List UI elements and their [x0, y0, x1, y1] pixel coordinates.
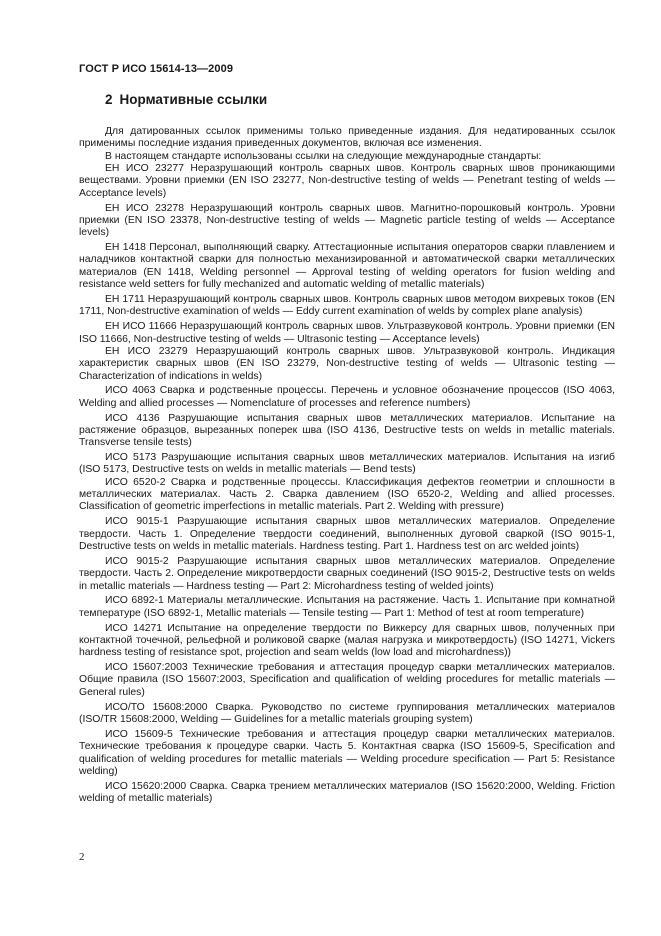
reference-item: ИСО 4063 Сварка и родственные процессы. Перечень и условное обозначение процессов (ISO 4063, Welding and allied processes — Nomenclature of processes and reference numbers): [79, 385, 615, 409]
reference-item: ИСО 15609-5 Технические требования и аттестация процедур сварки металлических материалов. Технические требования к процедуре сварки. Часть 5. Контактная сварка (ISO 15609-5, Specification and qualification of welding procedures for metallic materials — Welding procedure specification — Part 5: Resistance welding): [79, 728, 615, 777]
page-number: 2: [79, 851, 85, 863]
reference-item: ИСО 9015-1 Разрушающие испытания сварных швов металлических материалов. Определение твердости. Часть 1. Определение твердости соединений, выполненных дуговой сваркой (ISO 9015-1, Destructive tests on welds in metallic materials. Hardness testing. Part 1. Hardness test on arc welded joints): [79, 516, 615, 552]
reference-item: ИСО 15620:2000 Сварка. Сварка трением металлических материалов (ISO 15620:2000, Welding. Friction welding of metallic materials): [79, 780, 615, 805]
reference-item: ЕН 1711 Неразрушающий контроль сварных швов. Контроль сварных швов методом вихревых токов (EN 1711, Non-destructive examination of welds — Eddy current examination of welds by complex plane analysis): [79, 293, 615, 318]
reference-item: ЕН ИСО 23277 Неразрушающий контроль сварных швов. Контроль сварных швов проникающими веществами. Уровни приемки (EN ISO 23277, Non-destructive testing of welds — Penetrant testing of welds — Acceptance levels): [79, 163, 615, 199]
section-number: 2: [105, 92, 113, 107]
reference-item: ИСО 9015-2 Разрушающие испытания сварных швов металлических материалов. Определение твердости. Часть 2. Определение микротвердости сварных соединений (ISO 9015-2, Destructive tests on welds in metallic materials — Hardness testing — Part 2: Microhardness testing of welded joints): [79, 555, 615, 592]
reference-item: ИСО 15607:2003 Технические требования и аттестация процедур сварки металлических материалов. Общие правила (ISO 15607:2003, Specification and qualification of welding procedures for metallic materials — General rules): [79, 662, 615, 698]
reference-item: ЕН ИСО 23279 Неразрушающий контроль сварных швов. Ультразвуковой контроль. Индикация характеристик сварных швов (EN ISO 23279, Non-destructive testing of welds — Ultrasonic testing — Characterization of indications in welds): [79, 345, 615, 382]
section-title: Нормативные ссылки: [119, 92, 268, 107]
reference-item: ИСО/ТО 15608:2000 Сварка. Руководство по системе группирования металлических материалов (ISO/TR 15608:2000, Welding — Guidelines for a metallic materials grouping system): [79, 701, 615, 725]
document-header: ГОСТ Р ИСО 15614-13—2009: [79, 63, 234, 75]
reference-item: ИСО 5173 Разрушающие испытания сварных швов металлических материалов. Испытания на изгиб (ISO 5173, Destructive tests on welds in metallic materials — Bend tests): [79, 452, 615, 476]
intro-paragraph: Для датированных ссылок применимы только приведенные издания. Для недатированных ссылок применимы последние издания приведенных документов, включая все изменения.: [79, 126, 615, 150]
section-heading: [105, 92, 267, 107]
reference-item: ИСО 14271 Испытание на определение твердости по Виккерсу для сварных швов, полученных при контактной точечной, рельефной и роликовой сварке (малая нагрузка и микротвердость) (ISO 14271, Vickers hardness testing of resistance spot, projection and seam welds (low load and microhardness)): [79, 622, 615, 659]
reference-item: ИСО 6892-1 Материалы металлические. Испытания на растяжение. Часть 1. Испытание при комнатной температуре (ISO 6892-1, Metallic materials — Tensile testing — Part 1: Method of test at room temperature): [79, 595, 615, 619]
intro-paragraph: В настоящем стандарте использованы ссылки на следующие международные стандарты:: [105, 150, 542, 162]
reference-item: ЕН ИСО 23278 Неразрушающий контроль сварных швов. Магнитно-порошковый контроль. Уровни приемки (EN ISO 23378, Non-destructive testing of welds — Magnetic particle testing of welds — Acceptance levels): [79, 202, 615, 239]
reference-item: ЕН ИСО 11666 Неразрушающий контроль сварных швов. Ультразвуковой контроль. Уровни приемки (EN ISO 11666, Non-destructive testing of welds — Ultrasonic testing — Acceptance levels): [79, 321, 615, 345]
reference-item: ЕН 1418 Персонал, выполняющий сварку. Аттестационные испытания операторов сварки плавлением и наладчиков контактной сварки для полностью механизированной и автоматической сварки металлических материалов (EN 1418, Welding personnel — Approval testing of welding operators for fusion welding and resistance weld setters for fully mechanized and automatic welding of metallic materials): [79, 242, 615, 291]
references-body: [79, 126, 615, 805]
reference-item: ИСО 6520-2 Сварка и родственные процессы. Классификация дефектов геометрии и сплошности в металлических материалах. Часть 2. Сварка давлением (ISO 6520-2, Welding and allied processes. Classification of geometric imperfections in metallic materials. Part 2. Welding with pressure): [79, 476, 615, 513]
reference-item: ИСО 4136 Разрушающие испытания сварных швов металлических материалов. Испытание на растяжение образцов, вырезанных поперек шва (ISO 4136, Destructive tests on welds in metallic materials. Transverse tensile tests): [79, 412, 615, 449]
